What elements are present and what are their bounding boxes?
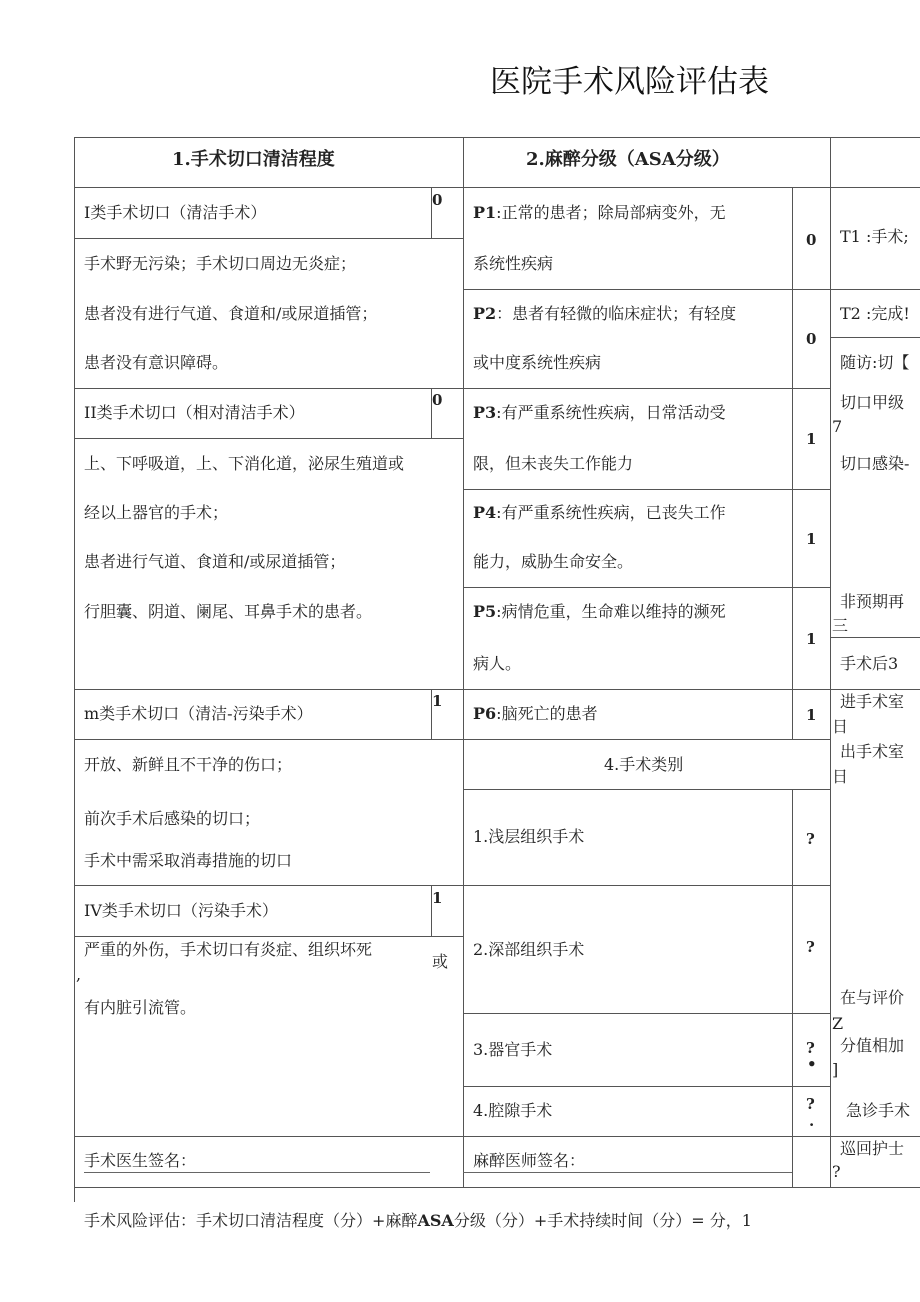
asa-p3-line-1 xyxy=(473,403,726,423)
asa-p1-desc: :正常的患者；除局部病变外，无 xyxy=(496,203,726,222)
s3-line-19: 巡回护士 xyxy=(840,1139,905,1158)
asa-p1-line-2: 系统性疾病 xyxy=(473,254,554,273)
asa-p3-desc: :有严重系统性疾病，日常活动受 xyxy=(496,403,726,422)
surgery-type-3-mark[interactable]: ? xyxy=(806,1039,815,1057)
s3-line-20: ? xyxy=(832,1162,841,1181)
class3-line-2: 前次手术后感染的切口； xyxy=(84,809,261,828)
class4-label: IV类手术切口（污染手术） xyxy=(84,901,278,920)
class1-score: 0 xyxy=(432,191,443,209)
asa-p4-score: 1 xyxy=(806,530,817,548)
risk-formula-end: 1 xyxy=(741,1211,752,1230)
surgery-type-2: 2.深部组织手术 xyxy=(473,940,585,959)
class3-score: 1 xyxy=(432,692,443,710)
asa-p3-code: P3 xyxy=(473,403,497,422)
asa-p2-score: 0 xyxy=(806,330,817,348)
asa-p4-code: P4 xyxy=(473,503,497,522)
class4-or: 或 xyxy=(432,952,449,971)
risk-formula xyxy=(84,1211,752,1231)
s3-line-2: T2 :完成! xyxy=(840,304,910,323)
class4-score: 1 xyxy=(432,889,443,907)
asa-p1-line-1 xyxy=(473,203,726,223)
asa-p6-code: P6 xyxy=(473,704,497,723)
class2-line-3: 患者进行气道、食道和/或尿道插管； xyxy=(84,552,346,571)
surgery-type-1: 1.浅层组织手术 xyxy=(473,827,585,846)
class2-label: II类手术切口（相对清洁手术） xyxy=(84,403,305,422)
asa-p6-desc: :脑死亡的患者 xyxy=(496,704,598,723)
class3-line-1: 开放、新鲜且不干净的伤口； xyxy=(84,755,293,774)
s3-line-6: 切口感染- xyxy=(840,454,910,473)
surgery-type-3-sub: • xyxy=(807,1055,817,1073)
class1-label: I类手术切口（清洁手术） xyxy=(84,203,267,222)
class2-score: 0 xyxy=(432,391,443,409)
asa-p2-desc: ：患者有轻微的临床症状；有轻度 xyxy=(496,304,737,323)
section4-header: 4.手术类别 xyxy=(604,755,684,774)
s3-line-8: 三 xyxy=(832,616,849,635)
s3-line-12: 出手术室 xyxy=(840,742,905,761)
risk-formula-asa: ASA xyxy=(417,1211,454,1230)
asa-p6-line-1 xyxy=(473,704,598,724)
s3-line-11: 日 xyxy=(832,717,849,736)
surgery-type-4: 4.腔隙手术 xyxy=(473,1101,553,1120)
surgeon-sign-label: 手术医生签名： xyxy=(84,1151,197,1170)
surgery-type-4-mark[interactable]: ? xyxy=(806,1095,815,1113)
s3-line-7: 非预期再 xyxy=(840,592,905,611)
asa-p5-line-2: 病人。 xyxy=(473,654,522,673)
anesth-sign-line[interactable] xyxy=(463,1172,792,1173)
section1-header: 1.手术切口清洁程度 xyxy=(172,149,335,170)
surgery-type-2-mark[interactable]: ? xyxy=(806,938,815,956)
class1-line-2: 患者没有进行气道、食道和/或尿道插管； xyxy=(84,304,378,323)
class4-comma: , xyxy=(76,965,82,984)
asa-p4-line-2: 能力，威胁生命安全。 xyxy=(473,552,634,571)
asa-p6-score: 1 xyxy=(806,706,817,724)
s3-line-3: 随访:切【 xyxy=(840,353,910,372)
s3-line-4: 切口甲级 xyxy=(840,393,905,412)
surgery-type-1-mark[interactable]: ? xyxy=(806,830,815,848)
page-title: 医院手术风险评估表 xyxy=(490,64,769,100)
asa-p4-desc: :有严重系统性疾病，已丧失工作 xyxy=(496,503,726,522)
class4-line-1: 严重的外伤，手术切口有炎症、组织坏死 xyxy=(84,940,373,959)
risk-formula-prefix: 手术风险评估： xyxy=(84,1211,197,1230)
asa-p1-code: P1 xyxy=(473,203,497,222)
asa-p5-code: P5 xyxy=(473,602,497,621)
class2-line-2: 经以上器官的手术； xyxy=(84,503,229,522)
s3-line-14: 在与评价 xyxy=(840,988,905,1007)
asa-p5-desc: :病情危重，生命难以维持的濒死 xyxy=(496,602,726,621)
section2-header: 2.麻醉分级（ASA分级） xyxy=(526,149,730,170)
s3-line-18: 急诊手术 xyxy=(846,1101,911,1120)
class1-line-3: 患者没有意识障碍。 xyxy=(84,353,229,372)
class4-line-2: 有内脏引流管。 xyxy=(84,998,197,1017)
anesth-sign-label: 麻醉医师签名： xyxy=(473,1151,586,1170)
risk-formula-part-b: 分级（分）+手术持续时间（分）= 分， xyxy=(453,1211,742,1230)
s3-line-9: 手术后3 xyxy=(840,654,899,673)
class2-line-1: 上、下呼吸道，上、下消化道，泌尿生殖道或 xyxy=(84,454,405,473)
s3-line-5: 7 xyxy=(832,417,843,436)
risk-formula-part-a: 手术切口清洁程度（分）+麻醉 xyxy=(196,1211,418,1230)
asa-p5-score: 1 xyxy=(806,630,817,648)
class3-line-3: 手术中需采取消毒措施的切口 xyxy=(84,851,293,870)
asa-p2-line-1 xyxy=(473,304,736,324)
surgeon-sign-line[interactable] xyxy=(84,1172,430,1173)
asa-p2-line-2: 或中度系统性疾病 xyxy=(473,353,602,372)
s3-line-15: Z xyxy=(832,1014,844,1033)
asa-p4-line-1 xyxy=(473,503,726,523)
asa-p3-score: 1 xyxy=(806,430,817,448)
asa-p3-line-2: 限，但未丧失工作能力 xyxy=(473,454,634,473)
surgery-type-4-sub: . xyxy=(809,1112,815,1130)
s3-line-13: 日 xyxy=(832,767,849,786)
surgery-type-3: 3.器官手术 xyxy=(473,1040,553,1059)
class1-line-1: 手术野无污染；手术切口周边无炎症； xyxy=(84,254,357,273)
class2-line-4: 行胆囊、阴道、阑尾、耳鼻手术的患者。 xyxy=(84,602,373,621)
asa-p2-code: P2 xyxy=(473,304,497,323)
s3-line-16: 分值相加 xyxy=(840,1036,905,1055)
asa-p5-line-1 xyxy=(473,602,726,622)
s3-line-10: 进手术室 xyxy=(840,692,905,711)
asa-p1-score: 0 xyxy=(806,231,817,249)
s3-line-17: ] xyxy=(832,1060,839,1079)
s3-line-1: T1 :手术; xyxy=(840,227,909,246)
class3-label: m类手术切口（清洁-污染手术） xyxy=(84,704,313,723)
